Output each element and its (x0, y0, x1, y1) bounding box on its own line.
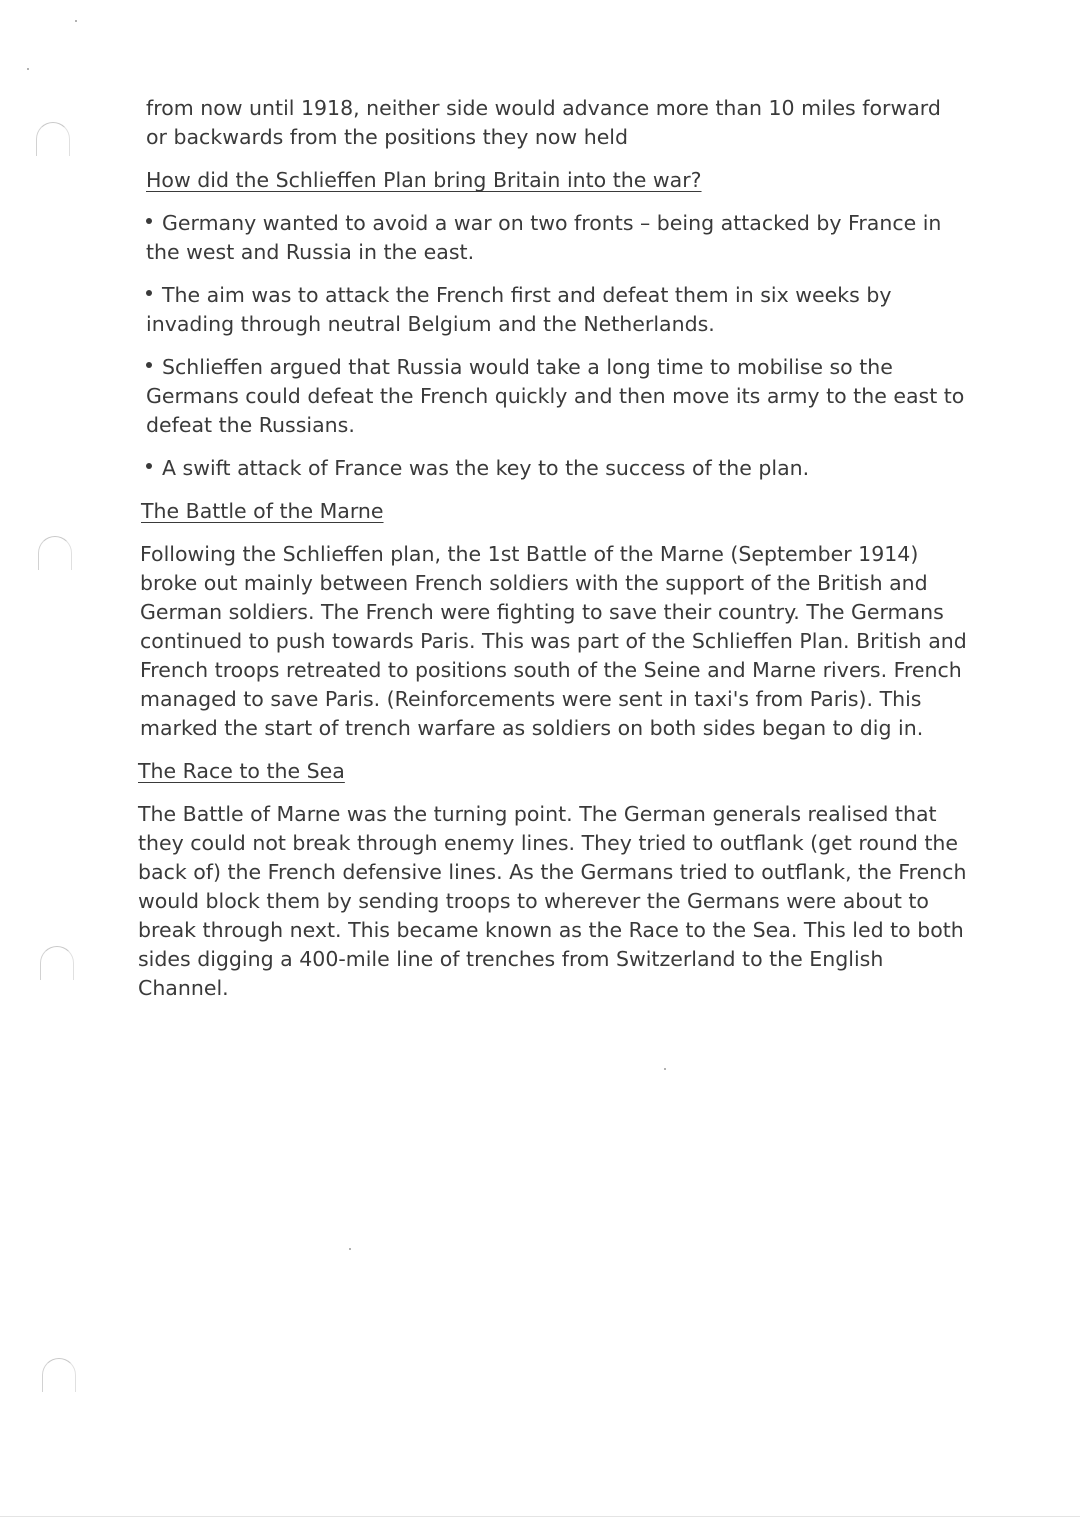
bullet-icon (146, 463, 152, 469)
bullet-text: Germany wanted to avoid a war on two fronts – being attacked by France in the west and Russia in the east. (146, 211, 942, 264)
list-item (146, 281, 968, 339)
bullet-icon (146, 362, 152, 368)
bullet-text: A swift attack of France was the key to the success of the plan. (162, 456, 810, 480)
punch-hole-3 (40, 946, 74, 980)
bullet-text: Schlieffen argued that Russia would take a long time to mobilise so the Germans could defeat the French quickly and then move its army to the east to defeat the Russians. (146, 355, 965, 437)
bullet-icon (146, 218, 152, 224)
race-to-sea-paragraph: The Battle of Marne was the turning point. The German generals realised that they could not break through enemy lines. They tried to outflank (get round the back of) the French defensive lines. As the Germans tried to outflank, the French would block them by sending troops to wherever the Germans were about to break through next. This became known as the Race to the Sea. This led to both sides digging a 400-mile line of trenches from Switzerland to the English Channel. (138, 802, 967, 1000)
race-to-sea-heading: The Race to the Sea (138, 759, 345, 783)
punch-hole-2 (38, 536, 72, 570)
page-bottom-edge (0, 1516, 1080, 1517)
scan-speck (75, 20, 77, 22)
punch-hole-4 (42, 1358, 76, 1392)
document-body (138, 94, 968, 1017)
scan-speck (27, 68, 29, 70)
marne-paragraph: Following the Schlieffen plan, the 1st Battle of the Marne (September 1914) broke out mainly between French soldiers with the support of the British and German soldiers. The French were fighting to save their country. The Germans continued to push towards Paris. This was part of the Schlieffen Plan. British and French troops retreated to positions south of the Seine and Marne rivers. French managed to save Paris. (Reinforcements were sent in taxi's from Paris). This marked the start of trench warfare as soldiers on both sides began to dig in. (140, 542, 967, 740)
punch-hole-1 (36, 122, 70, 156)
marne-heading: The Battle of the Marne (141, 499, 384, 523)
list-item (146, 454, 968, 483)
list-item (146, 209, 968, 267)
bullet-text: The aim was to attack the French first and defeat them in six weeks by invading through neutral Belgium and the Netherlands. (146, 283, 892, 336)
schlieffen-heading: How did the Schlieffen Plan bring Britain into the war? (146, 168, 702, 192)
scan-speck (349, 1248, 351, 1250)
scan-speck (664, 1068, 666, 1070)
bullet-icon (146, 290, 152, 296)
schlieffen-bullet-list (138, 209, 968, 483)
intro-paragraph: from now until 1918, neither side would advance more than 10 miles forward or backwards from the positions they now held (146, 96, 941, 149)
list-item (146, 353, 968, 440)
